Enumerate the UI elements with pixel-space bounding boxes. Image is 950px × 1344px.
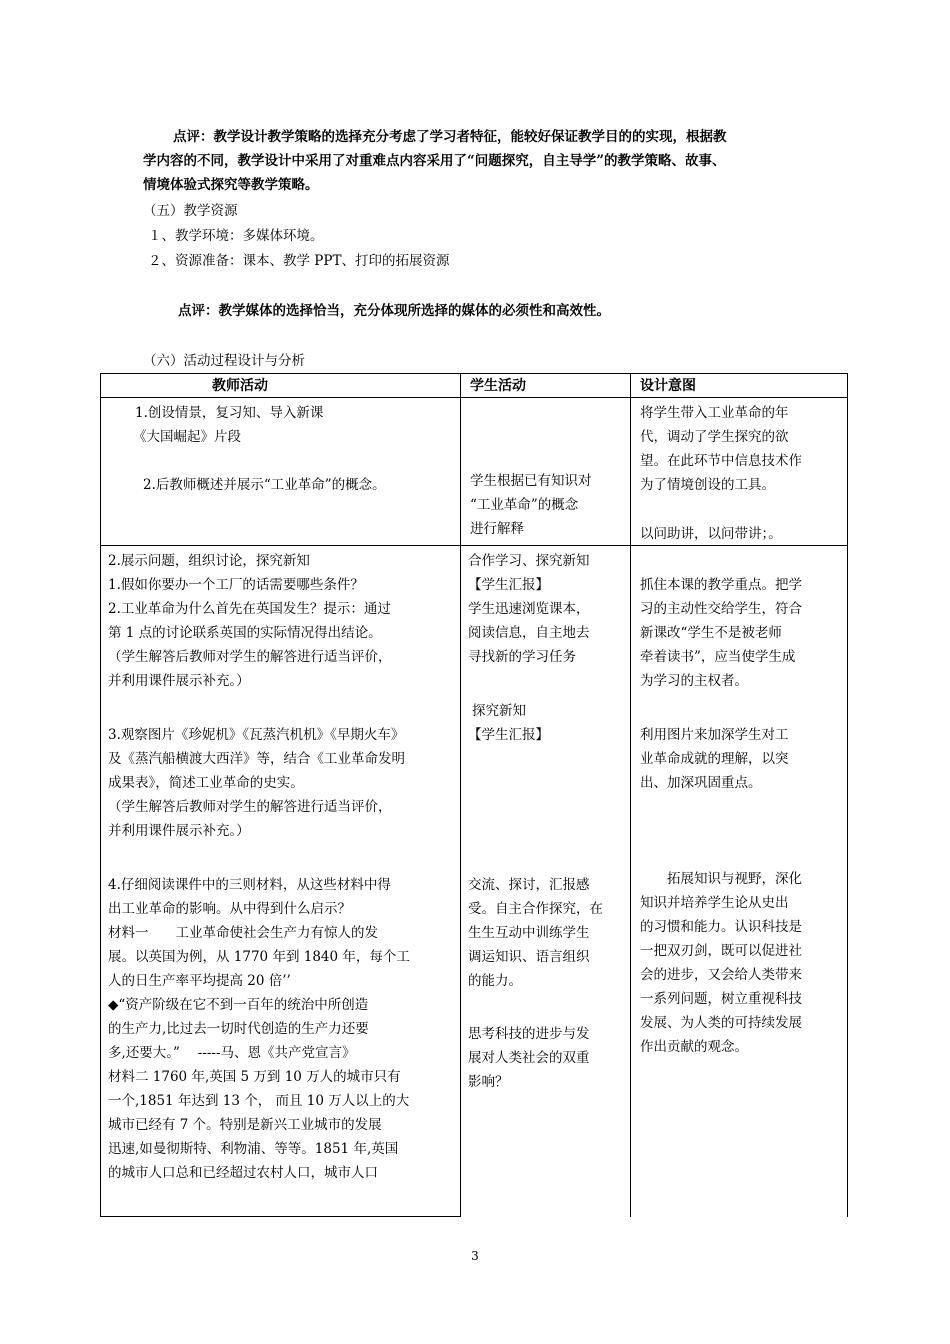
row2-teacher-c-line3: 材料一 工业革命使社会生产力有惊人的发 [108, 925, 378, 941]
row1-intent-line4: 为了情境创设的工具。 [640, 477, 775, 493]
row2-student-a-line1: 合作学习、探究新知 [468, 553, 590, 569]
row1-student-line2: “工业革命”的概念 [470, 497, 579, 513]
row2-teacher-a-line5: （学生解答后教师对学生的解答进行适当评价， [108, 649, 392, 665]
row2-teacher-c-line5: 人的日生产率平均提高 20 倍’’ [108, 973, 291, 989]
row2-student-a-line5: 寻找新的学习任务 [468, 649, 576, 665]
row2-intent-a-line1: 抓住本课的教学重点。把学 [640, 577, 802, 593]
row1-student-line1: 学生根据已有知识对 [470, 473, 592, 489]
row2-teacher-b-line4: （学生解答后教师对学生的解答进行适当评价， [108, 799, 392, 815]
row2-teacher-c-line1: 4.仔细阅读课件中的三则材料，从这些材料中得 [108, 877, 391, 893]
row2-intent-a-line3: 新课改“学生不是被老师 [640, 625, 782, 641]
section6-title: （六）活动过程设计与分析 [143, 353, 305, 369]
row2-teacher-a-line2: 1.假如你要办一个工厂的话需要哪些条件？ [108, 577, 364, 593]
row2-intent-a-line5: 为学习的主权者。 [640, 673, 748, 689]
row2-student-b-line2: 【学生汇报】 [468, 727, 549, 743]
row2-intent-b-line2: 业革命成就的理解，以突 [640, 751, 789, 767]
row2-intent-c-line3: 的习惯和能力。认识科技是 [640, 919, 802, 935]
row2-student-d-line3: 影响？ [468, 1074, 509, 1090]
row2-teacher-c-line8: 多,还要大。” -----马、恩《共产党宣言》 [108, 1045, 356, 1061]
row2-student-c-line3: 生生互动中训练学生 [468, 925, 590, 941]
row2-teacher-c-line7: 的生产力,比过去一切时代创造的生产力还要 [108, 1021, 369, 1037]
row1-intent-line5: 以问助讲，以问带讲；。 [640, 526, 782, 542]
section5-item1: １、教学环境：多媒体环境。 [148, 228, 324, 244]
row2-student-c-line5: 的能力。 [468, 973, 522, 989]
comment1-line3: 情境体验式探究等教学策略。 [143, 177, 319, 193]
row2-intent-c-line7: 发展、为人类的可持续发展 [640, 1015, 802, 1031]
section5-item2: ２、资源准备：课本、教学 PPT、打印的拓展资源 [148, 253, 450, 269]
row2-teacher-c-line6: ◆“资产阶级在它不到一百年的统治中所创造 [108, 997, 369, 1013]
row2-student-d-line1: 思考科技的进步与发 [468, 1026, 590, 1042]
row2-teacher-a-line3: 2.工业革命为什么首先在英国发生？提示：通过 [108, 601, 391, 617]
row2-teacher-a-line6: 并利用课件展示补充。） [108, 673, 250, 689]
header-student: 学生活动 [470, 378, 526, 394]
row2-intent-b-line3: 出、加深巩固重点。 [640, 775, 762, 791]
row2-student-a-line3: 学生迅速浏览课本， [468, 601, 590, 617]
row2-teacher-c-line2: 出工业革命的影响。从中得到什么启示？ [108, 901, 351, 917]
row2-teacher-c-line12: 迅速,如曼彻斯特、利物浦、等等。1851 年,英国 [108, 1141, 399, 1157]
section5-title: （五）教学资源 [143, 203, 238, 219]
row2-intent-c-line4: 一把双刃剑，既可以促进社 [640, 943, 802, 959]
row2-teacher-c-line10: 一个,1851 年达到 13 个， 而且 10 万人以上的大 [108, 1093, 410, 1109]
comment1-line2: 学内容的不同，教学设计中采用了对重难点内容采用了“问题探究，自主导学”的教学策略、故事、 [143, 153, 726, 169]
row2-student-c-line2: 受。自主合作探究，在 [468, 901, 603, 917]
comment2: 点评：教学媒体的选择恰当，充分体现所选择的媒体的必须性和高效性。 [178, 303, 610, 319]
row2-teacher-b-line2: 及《蒸汽船横渡大西洋》等，结合《工业革命发明 [108, 751, 405, 767]
row2-teacher-a-line1: 2.展示问题，组织讨论，探究新知 [108, 553, 310, 569]
row2-intent-a-line2: 习的主动性交给学生，符合 [640, 601, 802, 617]
row1-teacher-line3: 2.后教师概述并展示“工业革命”的概念。 [143, 477, 386, 493]
row2-teacher-c-line4: 展。以英国为例，从 1770 年到 1840 年，每个工 [108, 949, 410, 965]
row2-intent-c-line5: 会的进步，又会给人类带来 [640, 967, 802, 983]
row1-intent-line3: 望。在此环节中信息技术作 [640, 453, 802, 469]
row2-student-b-line1: 探究新知 [472, 703, 526, 719]
row1-intent-line2: 代，调动了学生探究的欲 [640, 429, 789, 445]
row2-intent-a-line4: 牵着读书”，应当使学生成 [640, 649, 796, 665]
row2-teacher-b-line1: 3.观察图片《珍妮机》《瓦蒸汽机机》《早期火车》 [108, 727, 405, 743]
row2-student-d-line2: 展对人类社会的双重 [468, 1050, 590, 1066]
row2-student-a-line4: 阅读信息，自主地去 [468, 625, 590, 641]
row2-teacher-a-line4: 第 1 点的讨论联系英国的实际情况得出结论。 [108, 625, 382, 641]
row2-intent-b-line1: 利用图片来加深学生对工 [640, 727, 789, 743]
row2-teacher-c-line9: 材料二 1760 年,英国 5 万到 10 万人的城市只有 [108, 1069, 401, 1085]
row2-student-c-line1: 交流、探讨，汇报感 [468, 877, 590, 893]
header-teacher: 教师活动 [212, 378, 268, 394]
row2-teacher-b-line5: 并利用课件展示补充。） [108, 823, 250, 839]
header-intent: 设计意图 [640, 378, 696, 394]
row2-teacher-c-line11: 城市已经有 7 个。特别是新兴工业城市的发展 [108, 1117, 382, 1133]
row1-intent-line1: 将学生带入工业革命的年 [640, 405, 789, 421]
row1-teacher-line1: 1.创设情景，复习知、导入新课 [135, 405, 324, 421]
row2-student-c-line4: 调运知识、语言组织 [468, 949, 590, 965]
row1-student-line3: 进行解释 [470, 521, 524, 537]
row2-student-a-line2: 【学生汇报】 [468, 577, 549, 593]
row2-intent-c-line1: 拓展知识与视野，深化 [640, 871, 802, 887]
comment1-line1: 点评：教学设计教学策略的选择充分考虑了学习者特征，能较好保证教学目的的实现，根据教 [173, 129, 727, 145]
row2-teacher-c-line13: 的城市人口总和已经超过农村人口，城市人口 [108, 1165, 378, 1181]
row2-intent-c-line8: 作出贡献的观念。 [640, 1039, 748, 1055]
row2-intent-c-line6: 一系列问题，树立重视科技 [640, 991, 802, 1007]
row1-teacher-line2: 《大国崛起》片段 [133, 429, 241, 445]
page-number: 3 [471, 1249, 479, 1263]
row2-intent-c-line2: 知识并培养学生论从史出 [640, 895, 789, 911]
row2-teacher-b-line3: 成果表》，简述工业革命的史实。 [108, 775, 304, 791]
